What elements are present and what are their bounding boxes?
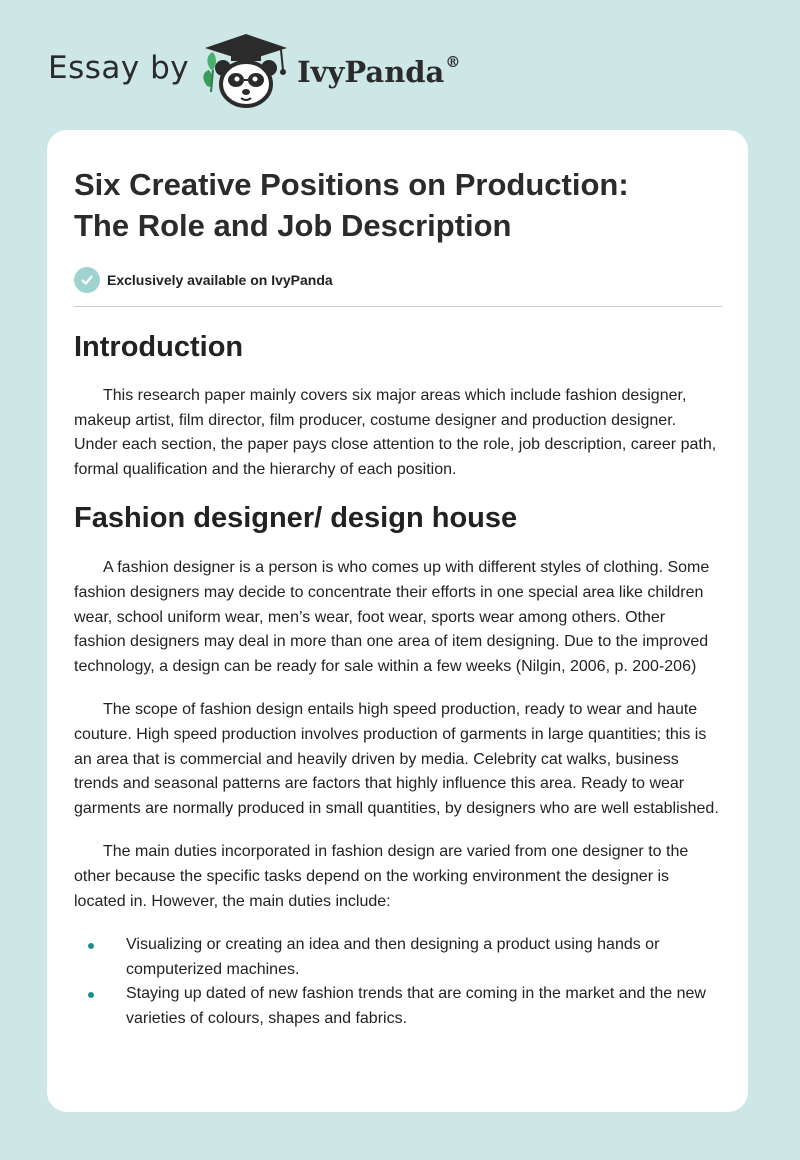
section-heading-fashion-designer: Fashion designer/ design house (74, 502, 518, 535)
list-item-text: Staying up dated of new fashion trends that are coming in the market and the new varieties of colours, shapes and fabrics. (126, 985, 706, 1027)
essay-card (47, 130, 748, 1112)
site-header (48, 30, 460, 110)
checkmark-icon (74, 267, 100, 293)
title-line-2: The Role and Job Description (74, 208, 512, 243)
bullet-dot-icon (88, 943, 94, 949)
exclusive-badge (74, 266, 721, 294)
duties-list (74, 933, 721, 1031)
panda-graduate-logo-icon (201, 30, 291, 110)
page-title (74, 164, 721, 246)
paragraph: The main duties incorporated in fashion design are varied from one designer to the other because the specific tasks depend on the working environment the designer is located in. However, the main duties include: (74, 843, 689, 910)
paragraph: The scope of fashion design entails high speed production, ready to wear and haute couture. High speed production involves production of garments in large quantities; this is an area that is commercial and heavily driven by media. Celebrity cat walks, business trends and seasonal patterns are factors that highly influence this area. Ready to wear garments are normally produced in small quantities, by designers who are well established. (74, 701, 719, 817)
bullet-dot-icon (88, 992, 94, 998)
title-line-1: Six Creative Positions on Production: (74, 167, 629, 202)
paragraph: This research paper mainly covers six major areas which include fashion designer, makeup artist, film director, film producer, costume designer and production designer. Under each section, the paper pays close attention to the role, job description, career path, formal qualification and the hierarchy of each position. (74, 387, 717, 478)
badge-text: Exclusively available on IvyPanda (107, 272, 333, 288)
list-item-text: Visualizing or creating an idea and then designing a product using hands or computerized machines. (126, 936, 660, 978)
brand-name: IvyPanda® (297, 53, 461, 89)
list-item (74, 982, 721, 1031)
paragraph: A fashion designer is a person is who comes up with different styles of clothing. Some fashion designers may decide to concentrate their efforts in one special area like children wear, school uniform wear, men’s wear, foot wear, sports wear among others. Other fashion designers may deal in more than one area of item designing. Due to the improved technology, a design can be ready for sale within a few weeks (Nilgin, 2006, p. 200-206) (74, 559, 710, 675)
essay-by-label: Essay by (48, 50, 190, 86)
list-item (74, 933, 721, 982)
section-heading-introduction: Introduction (74, 331, 244, 363)
divider (74, 306, 722, 307)
